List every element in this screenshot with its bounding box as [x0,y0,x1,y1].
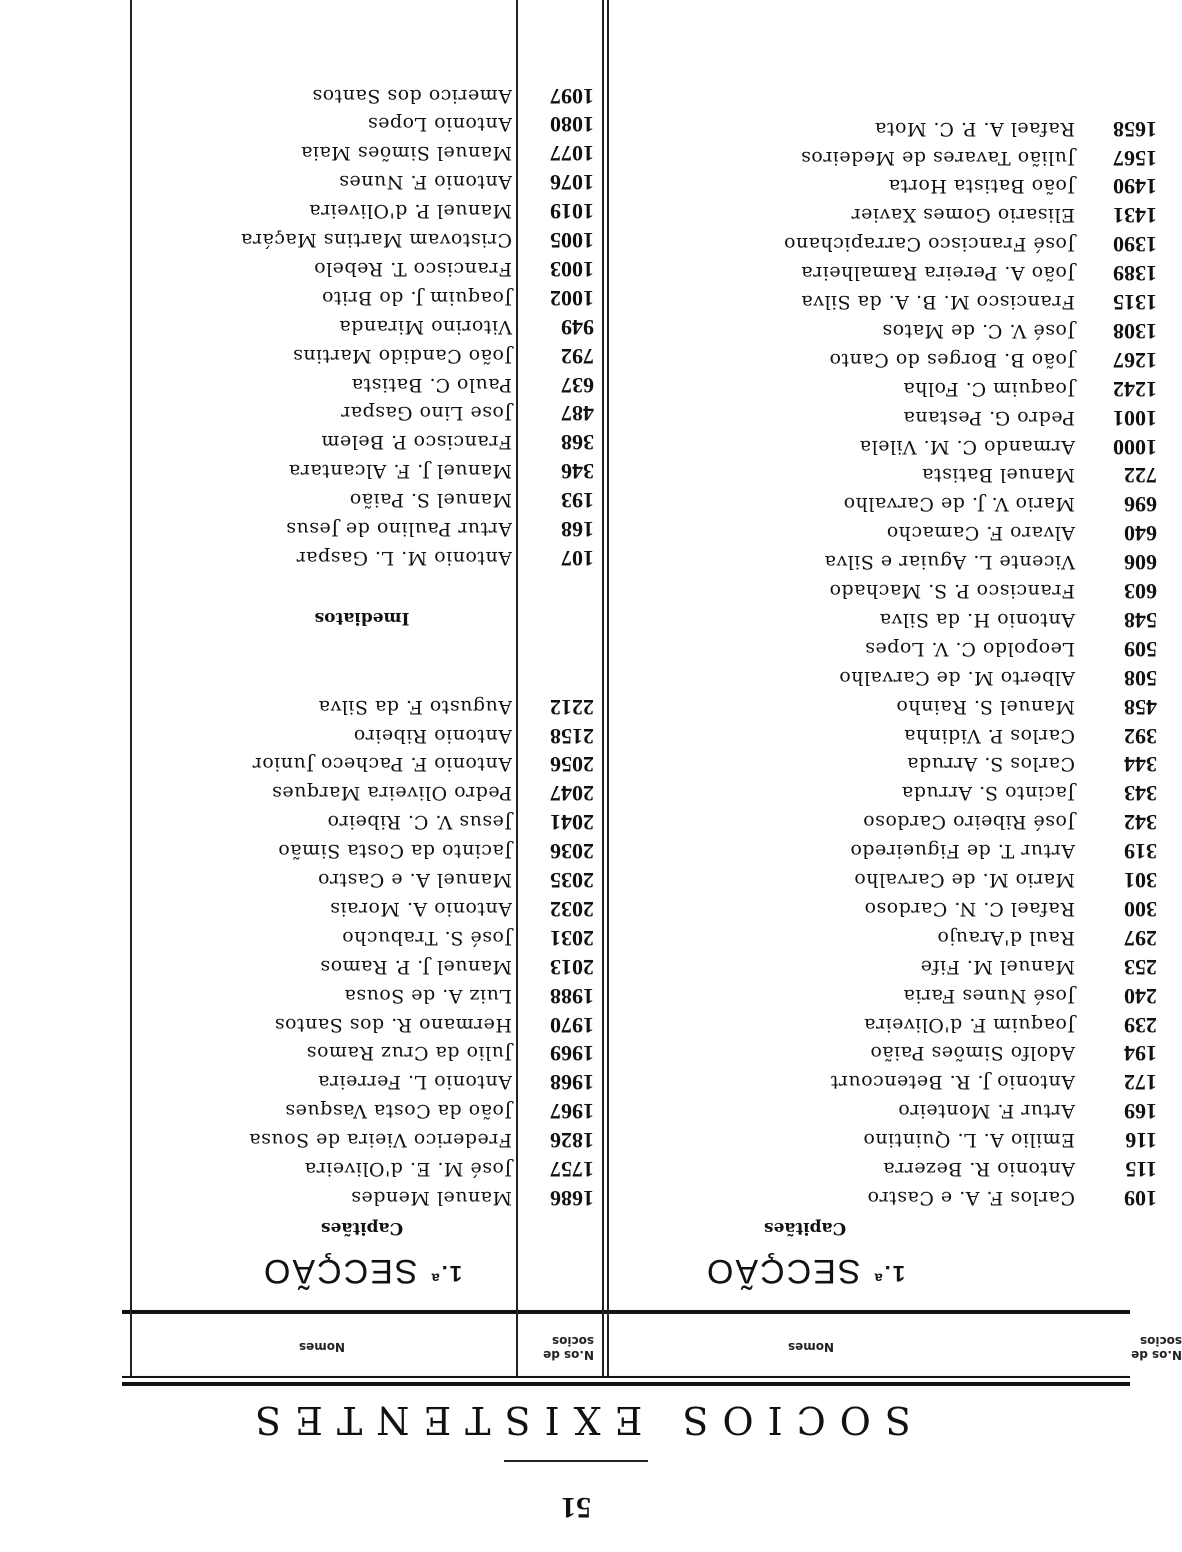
member-number: 344 [1124,752,1157,778]
page-number-rule [504,1460,648,1462]
member-name: José M. E. d'Oliveira [304,1158,512,1181]
member-number: 1968 [550,1070,594,1096]
member-number: 2031 [550,925,594,951]
member-number: 239 [1124,1012,1157,1038]
member-name: Francisco T. Rebelo [313,258,512,280]
section-name: SECÇÃO [261,1252,418,1290]
member-number: 487 [561,401,594,427]
member-name: Jacinto S. Arruda [901,782,1075,805]
member-number: 1002 [550,285,594,311]
member-number: 2158 [550,723,594,749]
member-name: Manuel S. Paião [349,489,512,512]
member-number: 792 [561,343,594,369]
member-name: José S. Trabucho [341,926,512,949]
subtitle-left: Capitães [763,1218,847,1238]
member-name: Antonio Ribeiro [353,724,512,747]
member-number: 2035 [550,868,594,894]
member-number: 115 [1125,1157,1157,1183]
member-number: 116 [1125,1128,1157,1154]
member-name: João B. Borges do Canto [829,348,1075,371]
member-name: Vicente L. Aguiar e Silva [824,551,1075,574]
member-name: Joaquim J. do Brito [321,286,512,309]
member-number: 172 [1124,1070,1157,1096]
header-rule-bottom [122,1310,1130,1314]
member-name: José Francisco Carrapichano [783,233,1075,256]
member-name: Cristovam Martins Maçára [240,229,512,252]
member-name: Manuel P. d'Oliveira [308,200,512,223]
subtitle-imediatos: Imediatos [314,608,410,628]
member-name: José Ribeiro Cardoso [862,811,1075,834]
member-name: Jacinto da Costa Simão [277,840,512,863]
member-number: 368 [561,430,594,456]
member-name: Augusto F. da Silva [318,695,512,718]
member-number: 1969 [550,1041,594,1067]
member-number: 2056 [550,752,594,778]
member-number: 392 [1124,723,1157,749]
member-number: 297 [1124,925,1157,951]
member-name: Julio da Cruz Ramos [306,1042,512,1065]
member-number: 1000 [1113,434,1157,460]
member-number: 1267 [1113,347,1157,373]
member-number: 343 [1124,781,1157,807]
member-number: 1390 [1113,232,1157,258]
member-name: Rafael A. P. C. Mota [874,117,1075,140]
member-name: Francisco P. S. Machado [829,580,1075,603]
section-ordinal: 1.ª [429,1261,463,1286]
member-number: 1970 [550,1012,594,1038]
member-name: Antonio L. Ferreira [317,1071,512,1094]
member-name: João Batista Horta [888,175,1075,198]
section-heading-left [518,1251,1092,1290]
member-name: Antonio J. R. Betencourt [830,1071,1075,1094]
column-divider [516,0,518,1376]
member-number: 949 [561,314,594,340]
member-name: João A. Pereira Ramalheira [800,262,1075,285]
member-number: 1080 [550,112,594,138]
member-name: Jesus V. C. Ribeiro [327,811,512,834]
page-number: 51 [561,1491,591,1524]
member-name: Antonio M. L. Gaspar [296,547,512,569]
member-number: 2047 [550,781,594,807]
member-number: 168 [561,517,594,543]
header-name-left: Nomes [787,1340,835,1354]
member-number: 1005 [550,228,594,254]
member-number: 1967 [550,1099,594,1125]
subtitle-right: Capitães [320,1218,404,1238]
member-name: João Candido Martins [292,344,512,367]
member-number: 1019 [550,199,594,225]
member-number: 107 [561,546,594,571]
member-name: Raul d'Araujo [936,926,1075,949]
member-number: 1077 [550,141,594,167]
member-name: Adolfo Simões Paião [869,1042,1075,1065]
member-number: 346 [561,459,594,485]
member-name: Emilio A. L. Quintino [862,1129,1075,1152]
member-name: Luiz A. de Sousa [344,984,512,1007]
member-name: Alvaro F. Camacho [886,522,1075,545]
member-name: Americo dos Santos [311,84,512,107]
member-number: 194 [1124,1041,1157,1067]
member-name: Jose Lino Gaspar [340,402,512,425]
member-name: Antonio Lopes [367,113,512,136]
member-number: 722 [1124,463,1157,489]
member-number: 1757 [550,1157,594,1183]
member-number: 1315 [1113,290,1157,316]
member-name: Vitorino Miranda [338,315,512,338]
member-number: 1389 [1113,261,1157,287]
member-number: 2013 [550,954,594,980]
member-name: José Nunes Faria [903,984,1075,1007]
member-number: 508 [1124,665,1157,691]
member-number: 1988 [550,983,594,1009]
member-number: 696 [1124,492,1157,518]
page-title: SOCIOS EXISTENTES [241,1398,911,1442]
member-number: 1076 [550,170,594,196]
member-number: 1658 [1113,116,1157,142]
member-number: 1567 [1113,145,1157,171]
member-number: 1686 [550,1186,594,1211]
section-name: SECÇÃO [704,1252,861,1290]
member-name: Artur Paulino de Jesus [285,518,512,541]
member-name: Manuel S. Rainho [895,695,1075,718]
column-divider [607,0,609,1376]
member-number: 1308 [1113,319,1157,344]
member-number: 458 [1124,694,1157,720]
member-name: Alberto M. de Carvalho [838,666,1075,689]
member-number: 301 [1124,868,1157,894]
member-number: 319 [1124,839,1157,865]
member-number: 342 [1124,810,1157,836]
member-name: Antonio H. da Silva [879,609,1075,631]
member-number: 606 [1124,550,1157,576]
member-name: Antonio F. Nunes [338,171,512,194]
member-number: 2212 [550,694,594,720]
header-rule-top-thin [122,1376,1130,1378]
member-number: 109 [1124,1186,1157,1211]
member-name: Pedro Oliveira Marques [271,782,512,805]
member-name: Manuel Mendes [350,1187,512,1209]
member-name: Antonio R. Bezerra [882,1158,1075,1181]
member-number: 2041 [550,810,594,836]
member-number: 548 [1124,608,1157,633]
member-number: 1097 [550,83,594,109]
member-name: Manuel Batista [921,464,1075,487]
member-name: Artur T. de Figueiredo [849,840,1075,863]
member-name: Francisco M. B. A. da Silva [800,291,1075,314]
member-number: 240 [1124,983,1157,1009]
member-name: Rafael C. N. Cardoso [864,898,1075,920]
member-number: 300 [1124,897,1157,922]
member-name: Joaquim C. Folha [902,377,1075,400]
member-number: 640 [1124,521,1157,547]
section-heading-right [132,1251,592,1290]
section-ordinal: 1.ª [872,1261,906,1286]
member-name: Leopoldo C. V. Lopes [864,637,1075,660]
member-name: Carlos P. Vidinha [903,724,1075,747]
header-number-left: N.os de socios [1131,1334,1182,1362]
member-number: 509 [1124,636,1157,662]
member-name: Manuel M. Fife [920,955,1075,978]
column-divider [602,0,604,1376]
member-name: Manuel J. P. Ramos [319,955,512,978]
member-name: Hermano R. dos Santos [274,1013,512,1036]
member-number: 1001 [1113,405,1157,431]
member-number: 2032 [550,897,594,922]
member-name: Pedro G. Pestana [903,406,1075,429]
member-name: Julião Tavares de Medeiros [800,146,1075,169]
member-name: João da Costa Vasques [284,1100,512,1123]
member-number: 2036 [550,839,594,865]
member-number: 193 [561,488,594,514]
member-number: 1242 [1113,376,1157,402]
member-number: 1003 [550,257,594,282]
member-number: 1490 [1113,174,1157,200]
member-name: Artur F. Monteiro [897,1100,1075,1123]
column-divider [130,0,132,1376]
member-number: 253 [1124,954,1157,980]
member-name: Paulo C. Batista [351,373,512,396]
member-name: Manuel J. F. Alcantara [288,460,512,483]
member-name: Carlos F. A. e Castro [867,1187,1075,1209]
member-name: Joaquim F. d'Oliveira [863,1013,1075,1036]
member-name: Manuel A. e Castro [317,869,512,892]
member-number: 637 [561,372,594,398]
member-name: Manuel Simões Maia [300,142,512,165]
member-name: Antonio F. Pacheco Junior [252,753,512,776]
member-name: Elisario Gomes Xavier [851,204,1075,227]
member-number: 169 [1124,1099,1157,1125]
member-number: 1826 [550,1128,594,1154]
member-number: 1431 [1113,203,1157,229]
member-name: Frederico Vieira de Sousa [248,1129,512,1152]
member-name: Carlos S. Arruda [906,753,1075,776]
header-name-right: Nomes [298,1340,346,1354]
header-rule-top [122,1382,1130,1386]
member-name: Armando C. M. Vilela [859,435,1075,458]
header-number-right: N.os de socios [543,1334,594,1362]
member-number: 603 [1124,579,1157,605]
member-name: José V. C. de Matos [881,320,1075,342]
member-name: Francisco P. Belem [321,431,512,454]
member-name: Antonio A. Morais [329,898,512,920]
member-name: Mario M. de Carvalho [853,869,1075,892]
member-name: Mario V. J. de Carvalho [843,493,1075,516]
